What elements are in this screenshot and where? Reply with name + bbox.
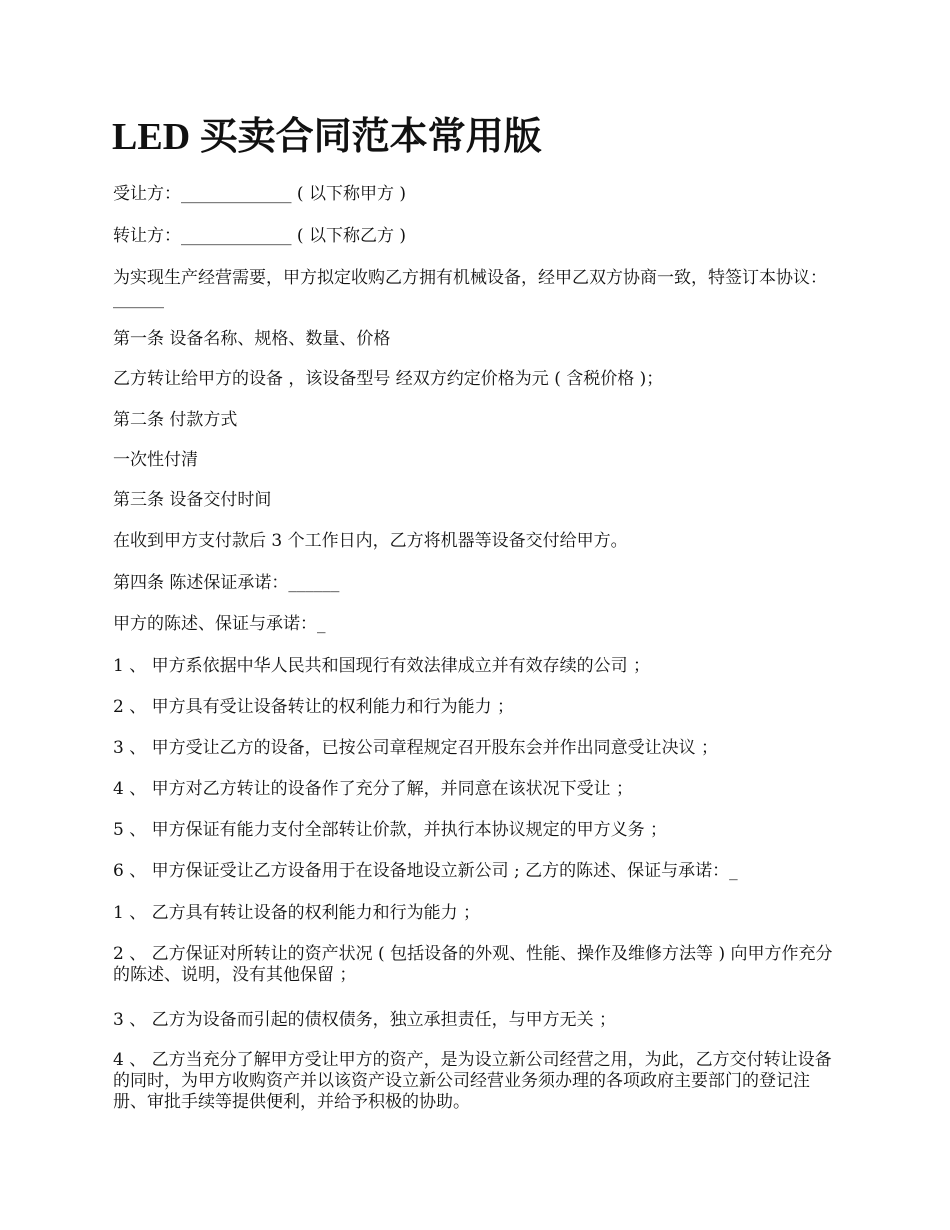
paragraph-party-a-item-1: 1 、 甲方系依据中华人民共和国现行有效法律成立并有效存续的公司 ；: [113, 656, 651, 676]
paragraph-article-1-heading: 第一条 设备名称、规格、数量、价格: [113, 329, 391, 349]
paragraph-party-a-item-5: 5 、 甲方保证有能力支付全部转让价款，并执行本协议规定的甲方义务 ；: [113, 820, 668, 840]
paragraph-party-a-item-6: 6 、 甲方保证受让乙方设备用于在设备地设立新公司 ; 乙方的陈述、保证与承诺：_: [113, 861, 738, 881]
paragraph-preamble: 为实现生产经营需要，甲方拟定收购乙方拥有机械设备，经甲乙双方协商一致，特签订本协议：______: [113, 268, 827, 309]
paragraph-article-2-body: 一次性付清: [113, 450, 198, 470]
paragraph-party-a-item-2: 2 、 甲方具有受让设备转让的权利能力和行为能力 ；: [113, 697, 515, 717]
paragraph-party-b-item-1: 1 、 乙方具有转让设备的权利能力和行为能力 ；: [113, 903, 481, 923]
paragraph-article-4-heading: 第四条 陈述保证承诺：______: [113, 573, 340, 593]
paragraph-party-a-item-4: 4 、 甲方对乙方转让的设备作了充分了解，并同意在该状况下受让 ；: [113, 779, 634, 799]
paragraph-party-a-item-3: 3 、 甲方受让乙方的设备，已按公司章程规定召开股东会并作出同意受让决议 ；: [113, 738, 719, 758]
paragraph-party-a-heading: 甲方的陈述、保证与承诺：_: [113, 614, 326, 634]
paragraph-party-b-item-3: 3 、 乙方为设备而引起的债权债务，独立承担责任，与甲方无关 ；: [113, 1010, 617, 1030]
paragraph-assignor: 转让方：_____________ ( 以下称乙方 ): [113, 226, 406, 246]
paragraph-article-3-body: 在收到甲方支付款后 3 个工作日内，乙方将机器等设备交付给甲方。: [113, 531, 628, 551]
paragraph-party-b-item-2: 2 、 乙方保证对所转让的资产状况 ( 包括设备的外观、性能、操作及维修方法等 ) 向甲方作充分的陈述、说明，没有其他保留 ；: [113, 944, 833, 985]
paragraph-article-3-heading: 第三条 设备交付时间: [113, 490, 272, 510]
paragraph-article-2-heading: 第二条 付款方式: [113, 410, 238, 430]
paragraph-party-b-item-4: 4 、 乙方当充分了解甲方受让甲方的资产，是为设立新公司经营之用，为此，乙方交付转让设备的同时，为甲方收购资产并以该资产设立新公司经营业务须办理的各项政府主要部门的登记注册、审批手续等提供便利，并给予积极的协助。: [113, 1050, 832, 1112]
document-title: LED 买卖合同范本常用版: [112, 116, 542, 158]
paragraph-article-1-body: 乙方转让给甲方的设备 ，该设备型号 经双方约定价格为元 ( 含税价格 )；: [113, 369, 664, 389]
paragraph-assignee: 受让方：_____________ ( 以下称甲方 ): [113, 184, 406, 204]
